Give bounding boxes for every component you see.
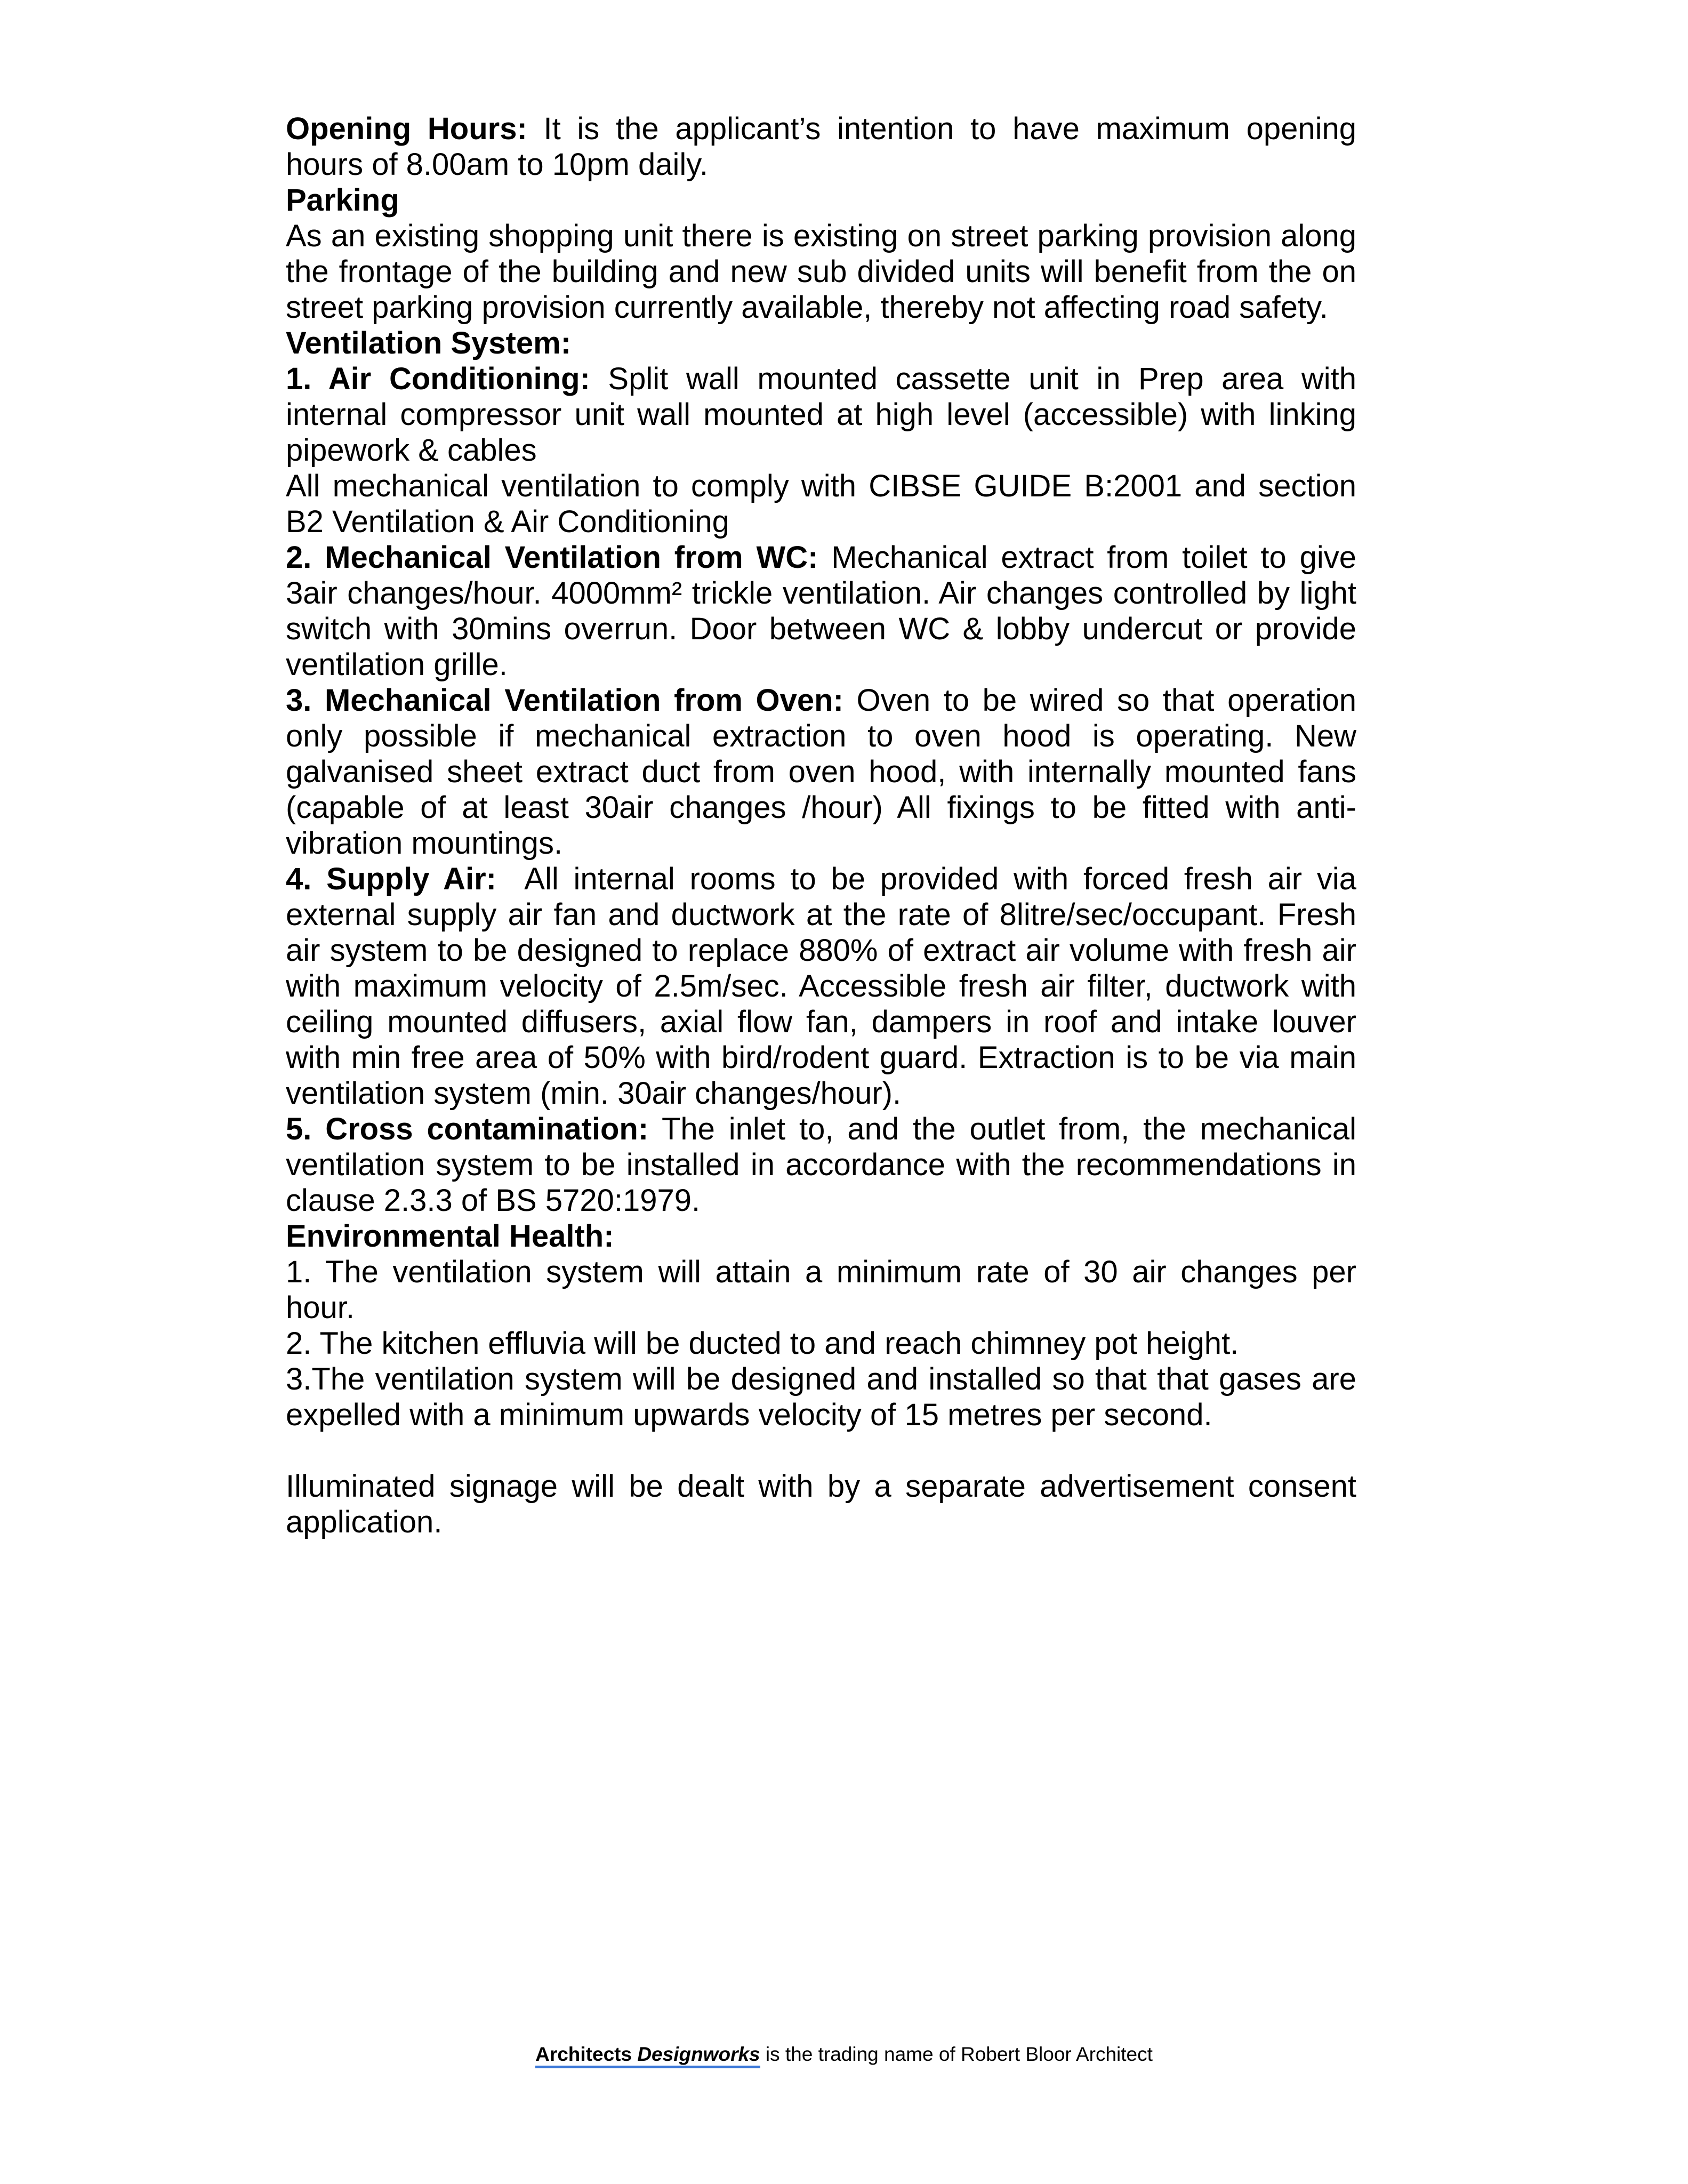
ventilation-item-heading: 4. Supply Air: <box>286 862 496 896</box>
environmental-health-item: 3.The ventilation system will be designed and installed so that that gases are expelled with a minimum upwards velocity of 15 metres per second. <box>286 1362 1356 1432</box>
ventilation-heading-text: Ventilation System: <box>286 326 572 360</box>
ventilation-item-oven <box>286 682 1356 861</box>
opening-hours-text: It is the applicant’s intention to have maximum opening hours of 8.00am to 10pm daily. <box>286 111 1357 182</box>
environmental-health-heading-text: Environmental Health: <box>286 1219 614 1254</box>
ventilation-item-air-conditioning <box>286 361 1356 468</box>
ventilation-item-cross-contamination <box>286 1111 1356 1218</box>
footer-brand-prefix: Architects <box>535 2043 638 2065</box>
signage-paragraph: Illuminated signage will be dealt with by a separate advertisement consent application. <box>286 1469 1356 1539</box>
ventilation-item-heading: 1. Air Conditioning: <box>286 362 590 396</box>
environmental-health-item: 1. The ventilation system will attain a minimum rate of 30 air changes per hour. <box>286 1255 1356 1325</box>
opening-hours-paragraph <box>286 111 1356 182</box>
ventilation-item-text: Oven to be wired so that operation only possible if mechanical extraction to oven hood is operating. New galvanised sheet extract duct from oven hood, with internally mounted fans (capable of at least 30air changes /hour) All fixings to be fitted with anti-vibration mountings. <box>286 683 1356 861</box>
ventilation-heading <box>286 325 1356 361</box>
opening-hours-heading: Opening Hours: <box>286 111 527 146</box>
ventilation-item-text: All internal rooms to be provided with forced fresh air via external supply air fan and ductwork at the rate of 8litre/sec/occupant. Fresh air system to be designed to replace 880% of extract air volume with fresh air with maximum velocity of 2.5m/sec. Accessible fresh air filter, ductwork with ceiling mounted diffusers, axial flow fan, dampers in roof and intake louver with min free area of 50% with bird/rodent guard. Extraction is to be via main ventilation system (min. 30air changes/hour). <box>286 862 1365 1111</box>
parking-heading-text: Parking <box>286 183 399 218</box>
page-footer <box>0 2043 1688 2066</box>
ventilation-item-heading: 3. Mechanical Ventilation from Oven: <box>286 683 843 718</box>
footer-trading-text: is the trading name of Robert Bloor Architect <box>760 2043 1153 2065</box>
ventilation-item-heading: 5. Cross contamination: <box>286 1112 649 1146</box>
footer-brand-name: Designworks <box>637 2043 760 2065</box>
ventilation-item-supply-air <box>286 861 1365 1111</box>
environmental-health-heading <box>286 1218 1356 1254</box>
parking-paragraph: As an existing shopping unit there is existing on street parking provision along the frontage of the building and new sub divided units will benefit from the on street parking provision currently available, thereby not affecting road safety. <box>286 219 1356 325</box>
environmental-health-item: 2. The kitchen effluvia will be ducted to and reach chimney pot height. <box>286 1326 1239 1361</box>
ventilation-item-heading: 2. Mechanical Ventilation from WC: <box>286 540 818 575</box>
parking-heading <box>286 182 1356 218</box>
ventilation-item-text: The inlet to, and the outlet from, the mechanical ventilation system to be installed in accordance with the recommendations in clause 2.3.3 of BS 5720:1979. <box>286 1112 1357 1218</box>
ventilation-item-text: Mechanical extract from toilet to give 3air changes/hour. 4000mm² trickle ventilation. Air changes controlled by light switch with 30mins overrun. Door between WC & lobby undercut or provide ventilation grille. <box>286 540 1356 682</box>
ventilation-item-text: Split wall mounted cassette unit in Prep area with internal compressor unit wall mounted at high level (accessible) with linking pipework & cables <box>286 362 1356 468</box>
paragraph-spacer <box>286 1433 1356 1468</box>
document-body <box>286 111 1365 1540</box>
ventilation-compliance-note: All mechanical ventilation to comply with CIBSE GUIDE B:2001 and section B2 Ventilation & Air Conditioning <box>286 469 1356 539</box>
footer-brand-link[interactable] <box>535 2043 760 2068</box>
ventilation-item-wc <box>286 540 1356 682</box>
